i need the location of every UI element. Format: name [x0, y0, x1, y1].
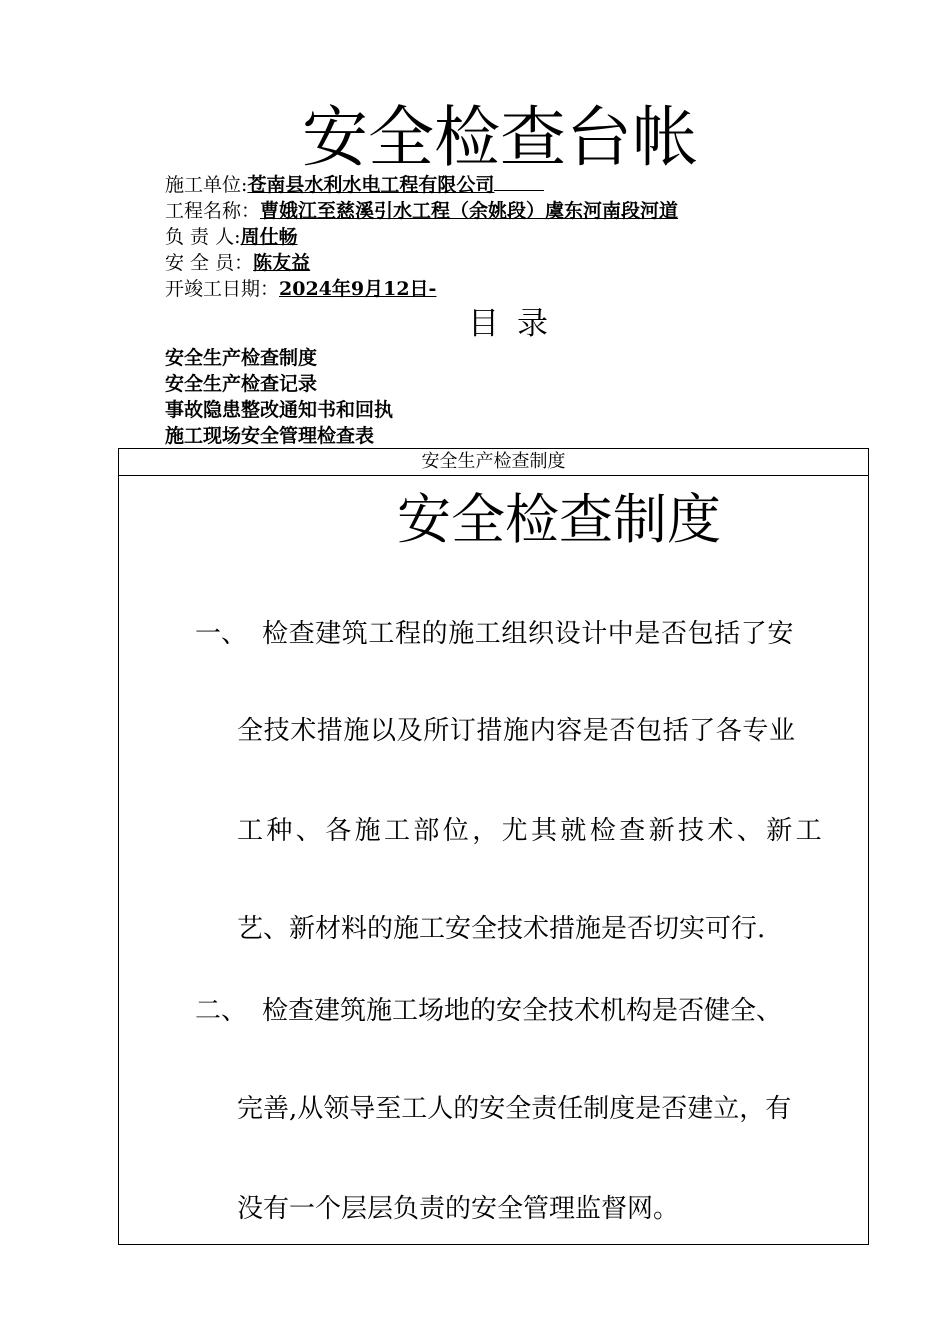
paragraph-line: 完善,从领导至工人的安全责任制度是否建立，有 [237, 1094, 792, 1124]
project-info [165, 172, 678, 302]
unit-underline [494, 172, 544, 191]
toc-item: 施工现场安全管理检查表 [165, 425, 375, 447]
toc-item: 事故隐患整改通知书和回执 [165, 399, 394, 421]
project-label: 工程名称： [165, 200, 261, 222]
paragraph-marker: 二、 [195, 996, 248, 1026]
date-label: 开竣工日期： [165, 278, 280, 300]
info-row-date [165, 276, 678, 302]
toc-list [165, 345, 393, 449]
section-header: 安全生产检查制度 [119, 449, 868, 476]
toc-title: 目录 [468, 306, 566, 342]
project-value: 曹娥江至慈溪引水工程（余姚段）虞东河南段河道 [260, 200, 679, 222]
unit-value: 苍南县水利水电工程有限公司 [247, 174, 495, 196]
info-row-manager [165, 224, 678, 250]
document-title: 安全检查台帐 [302, 99, 698, 176]
manager-label: 负 责 人: [165, 226, 241, 248]
paragraph-line: 全技术措施以及所订措施内容是否包括了各专业 [237, 716, 796, 746]
toc-item: 安全生产检查制度 [165, 347, 318, 369]
safety-value: 陈友益 [253, 252, 311, 274]
toc-item: 安全生产检查记录 [165, 373, 318, 395]
manager-value: 周仕畅 [240, 226, 298, 248]
info-row-unit [165, 172, 678, 198]
paragraph-line: 没有一个层层负责的安全管理监督网。 [237, 1194, 680, 1224]
paragraph-line: 艺、新材料的施工安全技术措施是否切实可行. [237, 914, 766, 944]
safety-label: 安 全 员： [165, 252, 254, 274]
paragraph-line: 检查建筑工程的施工组织设计中是否包括了安 [262, 619, 795, 649]
info-row-project [165, 198, 678, 224]
paragraph-line: 工种、各施工部位，尤其就检查新技术、新工 [237, 816, 826, 846]
paragraph-line: 检查建筑施工场地的安全技术机构是否健全、 [262, 996, 783, 1026]
paragraph-marker: 一、 [195, 619, 248, 649]
unit-label: 施工单位: [165, 174, 248, 196]
info-row-safety [165, 250, 678, 276]
section-box [118, 448, 869, 1245]
date-value: 2024年9月12日- [279, 278, 437, 300]
section-title: 安全检查制度 [397, 488, 721, 551]
